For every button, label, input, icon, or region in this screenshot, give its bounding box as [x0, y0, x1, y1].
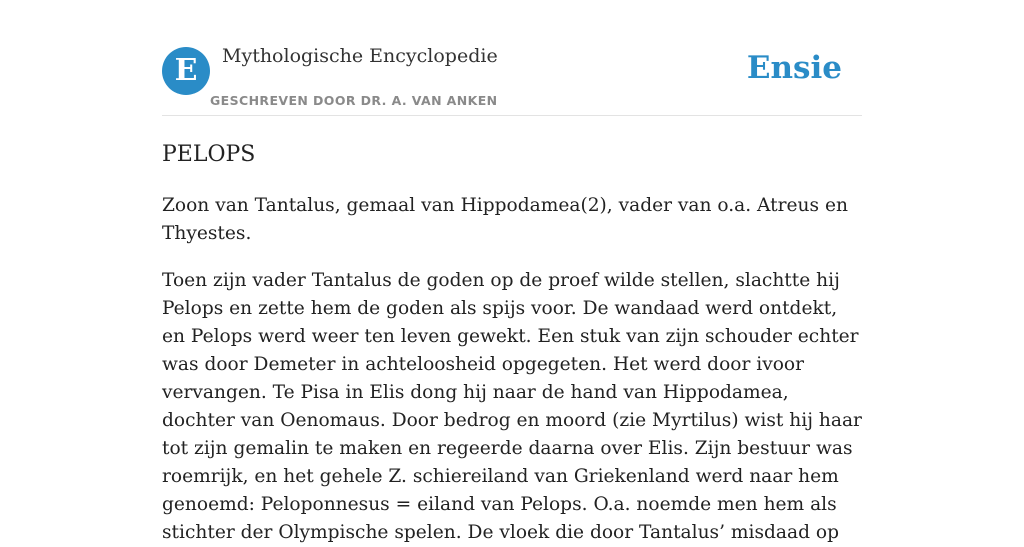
book-title[interactable]: Mythologische Encyclopedie — [222, 45, 498, 67]
article-container — [162, 0, 862, 547]
encyclopedia-logo-icon[interactable]: E — [162, 47, 210, 95]
author-byline: GESCHREVEN DOOR DR. A. VAN ANKEN — [210, 93, 498, 108]
header — [162, 0, 862, 116]
entry-paragraph: Toen zijn vader Tantalus de goden op de proef wilde stellen, slachtte hij Pelops en zette hem de goden als spijs voor. De wandaad werd ontdekt, en Pelops werd weer ten leven gewekt. Een stuk van zijn schouder echter was door Demeter in achteloosheid opgegeten. Het werd door ivoor vervangen. Te Pisa in Elis dong hij naar de hand van Hippodamea, dochter van Oenomaus. Door bedrog en moord (zie Myrtilus) wist hij haar tot zijn gemalin te maken en regeerde daarna over Elis. Zijn bestuur was roemrijk, en het gehele Z. schiereiland van Griekenland werd naar hem genoemd: Peloponnesus = eiland van Pelops. O.a. noemde men hem als stichter der Olympische spelen. De vloek die door Tantalus’ misdaad op — [162, 270, 862, 543]
entry-title: PELOPS — [162, 142, 256, 167]
ensie-brand-link[interactable]: Ensie — [746, 50, 842, 86]
entry-paragraph: Zoon van Tantalus, gemaal van Hippodamea(2), vader van o.a. Atreus en Thyestes. — [162, 195, 848, 244]
